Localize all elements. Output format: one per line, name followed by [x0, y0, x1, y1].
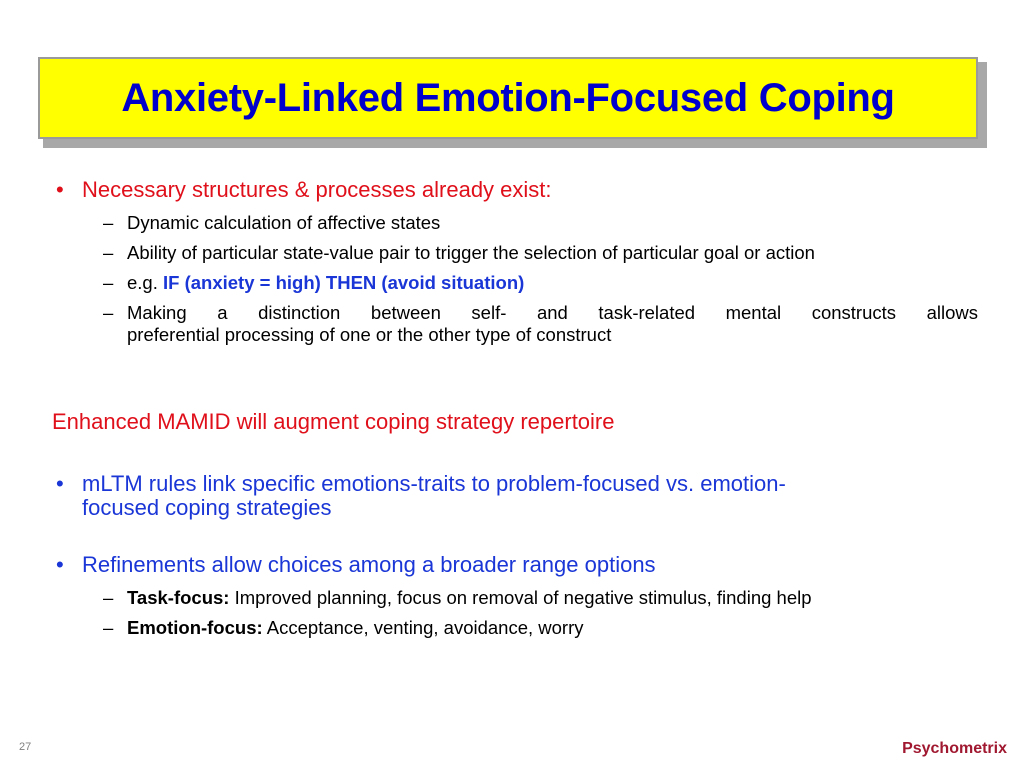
section2-bullet2: Refinements allow choices among a broader range options	[82, 552, 656, 577]
dash-marker: –	[103, 272, 114, 293]
bullet-marker: •	[56, 471, 64, 496]
section2-bullet1-line1: mLTM rules link specific emotions-traits to problem-focused vs. emotion-	[82, 471, 786, 496]
dash-marker: –	[103, 617, 114, 638]
dash-marker: –	[103, 587, 114, 608]
dash-marker: –	[103, 212, 114, 233]
page-number: 27	[19, 741, 32, 753]
section1-item-4-line2: preferential processing of one or the other type of construct	[127, 324, 612, 345]
task-focus-text: Improved planning, focus on removal of negative stimulus, finding help	[229, 587, 812, 608]
example-rule: IF (anxiety = high) THEN (avoid situation)	[163, 272, 525, 293]
section2-heading: Enhanced MAMID will augment coping strategy repertoire	[52, 409, 615, 434]
bullet-marker: •	[56, 552, 64, 577]
brand-logo-text: Psychometrix	[902, 740, 1007, 757]
task-focus-label: Task-focus:	[127, 587, 230, 608]
dash-marker: –	[103, 242, 114, 263]
emotion-focus-label: Emotion-focus:	[127, 617, 263, 638]
slide-title: Anxiety-Linked Emotion-Focused Coping	[121, 75, 895, 120]
emotion-focus-text: Acceptance, venting, avoidance, worry	[262, 617, 584, 638]
example-prefix: e.g.	[127, 272, 163, 293]
section1-item-1: Dynamic calculation of affective states	[127, 212, 441, 233]
emotion-focus-item	[127, 617, 584, 639]
section2-bullet1-line2: focused coping strategies	[82, 495, 332, 520]
task-focus-item	[127, 587, 812, 609]
section1-item-2: Ability of particular state-value pair to trigger the selection of particular goal or action	[127, 242, 815, 263]
section1-example	[127, 272, 524, 294]
dash-marker: –	[103, 302, 114, 323]
section1-item-4-line1: Making a distinction between self- and task-related mental constructs allows	[127, 302, 978, 323]
section1-item-4	[127, 302, 978, 346]
section1-heading: Necessary structures & processes already exist:	[82, 177, 552, 202]
bullet-marker: •	[56, 177, 64, 202]
